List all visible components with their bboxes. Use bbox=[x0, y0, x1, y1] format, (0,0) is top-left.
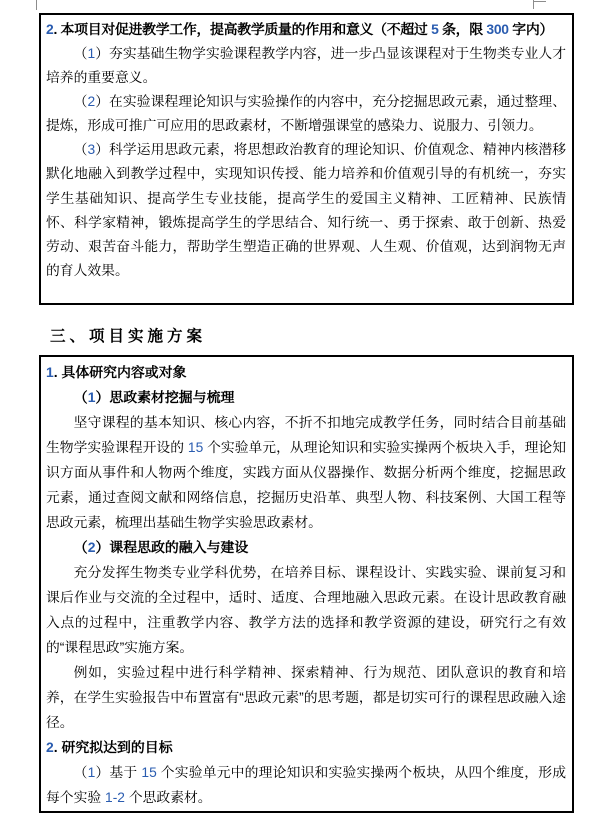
paragraph-course-integration-2: 例如，实验过程中进行科学精神、探索精神、行为规范、团队意识的教育和培养，在学生实验报告中布置富有“思政元素”的思考题，都是切实可行的课程思政融入途径。 bbox=[46, 665, 566, 730]
significance-heading: 2. 本项目对促进教学工作，提高教学质量的作用和意义（不超过 5 条，限 300 字内） bbox=[46, 21, 554, 37]
paragraph-research-goals: （1）基于 15 个实验单元中的理论知识和实验实操两个板块，从四个维度，形成每个实验 1-2 个思政素材。 bbox=[46, 765, 566, 805]
significance-paragraph-3: （3）科学运用思政元素，将思想政治教育的理论知识、价值观念、精神内核潜移默化地融入到教学过程中，实现知识传授、能力培养和价值观引导的有机统一，夯实学生基础知识、提高学生专业技能，提高学生的爱国主义精神、工匠精神、民族情怀、科学家精神，锻炼提高学生的学思结合、知行统一、勇于探索、敢于创新、热爱劳动、艰苦奋斗能力，帮助学生塑造正确的世界观、人生观、价值观，达到润物无声的育人效果。 bbox=[46, 142, 567, 278]
research-goals-heading: 2. 研究拟达到的目标 bbox=[46, 739, 173, 755]
sub-heading-material-mining: （1）思政素材挖掘与梳理 bbox=[73, 389, 235, 405]
table-gridline-stub-top-left bbox=[36, 0, 37, 10]
significance-section-box bbox=[39, 13, 574, 305]
significance-paragraph-1: （1）夯实基础生物学实验课程教学内容，进一步凸显该课程对于生物类专业人才培养的重要意义。 bbox=[46, 46, 567, 86]
paragraph-course-integration-1: 充分发挥生物类专业学科优势，在培养目标、课程设计、实践实验、课前复习和课后作业与交流的全过程中，适时、适度、合理地融入思政元素。在设计思政教育融入点的过程中，注重教学内容、教学方法的选择和教学资源的建设，研究行之有效的“课程思政”实施方案。 bbox=[46, 565, 566, 655]
sub-heading-course-integration: （2）课程思政的融入与建设 bbox=[73, 539, 249, 555]
paragraph-material-mining: 坚守课程的基本知识、核心内容，不折不扣地完成教学任务，同时结合目前基础生物学实验课程开设的 15 个实验单元，从理论知识和实验实操两个板块入手，理论知识方面从事件和人物两个维度，实践方面从仪器操作、数据分析两个维度，挖掘思政元素，通过查阅文献和网络信息，挖掘历史沿革、典型人物、科技案例、大国工程等思政元素，梳理出基础生物学实验思政素材。 bbox=[46, 415, 566, 530]
significance-paragraph-2: （2）在实验课程理论知识与实验操作的内容中，充分挖掘思政元素，通过整理、提炼，形成可推广可应用的思政素材，不断增强课堂的感染力、说服力、引领力。 bbox=[46, 94, 567, 134]
implementation-plan-box bbox=[39, 355, 574, 813]
research-content-heading: 1. 具体研究内容或对象 bbox=[46, 364, 187, 380]
table-gridline-stub-top-right-horizontal bbox=[533, 1, 546, 2]
section-heading-implementation-plan: 三、项目实施方案 bbox=[50, 328, 207, 345]
